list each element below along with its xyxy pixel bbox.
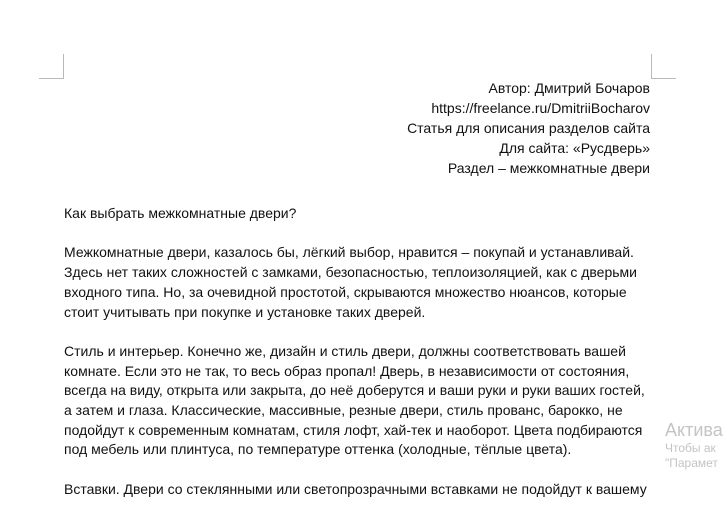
site-line: Для сайта: «Русдверь»	[499, 140, 650, 156]
watermark-title: Актива	[665, 420, 723, 440]
article-body	[64, 204, 654, 519]
crop-mark-top-left	[39, 54, 64, 79]
watermark-line-1: Чтобы ак	[665, 441, 716, 455]
activation-watermark	[665, 419, 723, 471]
author-link: https://freelance.ru/DmitriiBocharov	[431, 100, 650, 116]
watermark-line-2: "Парамет	[665, 456, 718, 470]
author-header	[407, 78, 650, 178]
article-heading: Как выбрать межкомнатные двери?	[64, 205, 297, 221]
paragraph-inserts: Вставки. Двери со стеклянными или светопрозрачными вставками не подойдут к вашему	[64, 480, 647, 497]
paragraph-style: Стиль и интерьер. Конечно же, дизайн и стиль двери, должны соответствовать вашей комнате. Если это не так, то весь образ пропал! Дверь, в независимости от состояния, всегда на виду, открыта или закрыта, до неё доберутся и ваши руки и руки ваших гостей, а затем и глаза. Классические, массивные, резные двери, стиль прованс, барокко, не подойдут к современным комнатам, стиля лофт, хай-тек и наоборот. Цвета подбираются под мебель или плинтуса, по температуре оттенка (холодные, тёплые цвета).	[64, 342, 645, 458]
author-line: Автор: Дмитрий Бочаров	[488, 80, 650, 96]
crop-mark-top-right	[651, 54, 676, 79]
purpose-line: Статья для описания разделов сайта	[407, 120, 650, 136]
paragraph-intro: Межкомнатные двери, казалось бы, лёгкий выбор, нравится – покупай и устанавливай. Здесь нет таких сложностей с замками, безопасностью, теплоизоляцией, как с дверьми входного типа. Но, за очевидной простотой, скрываются множество нюансов, которые стоит учитывать при покупке и установке таких дверей.	[64, 244, 637, 320]
section-line: Раздел – межкомнатные двери	[447, 160, 650, 176]
